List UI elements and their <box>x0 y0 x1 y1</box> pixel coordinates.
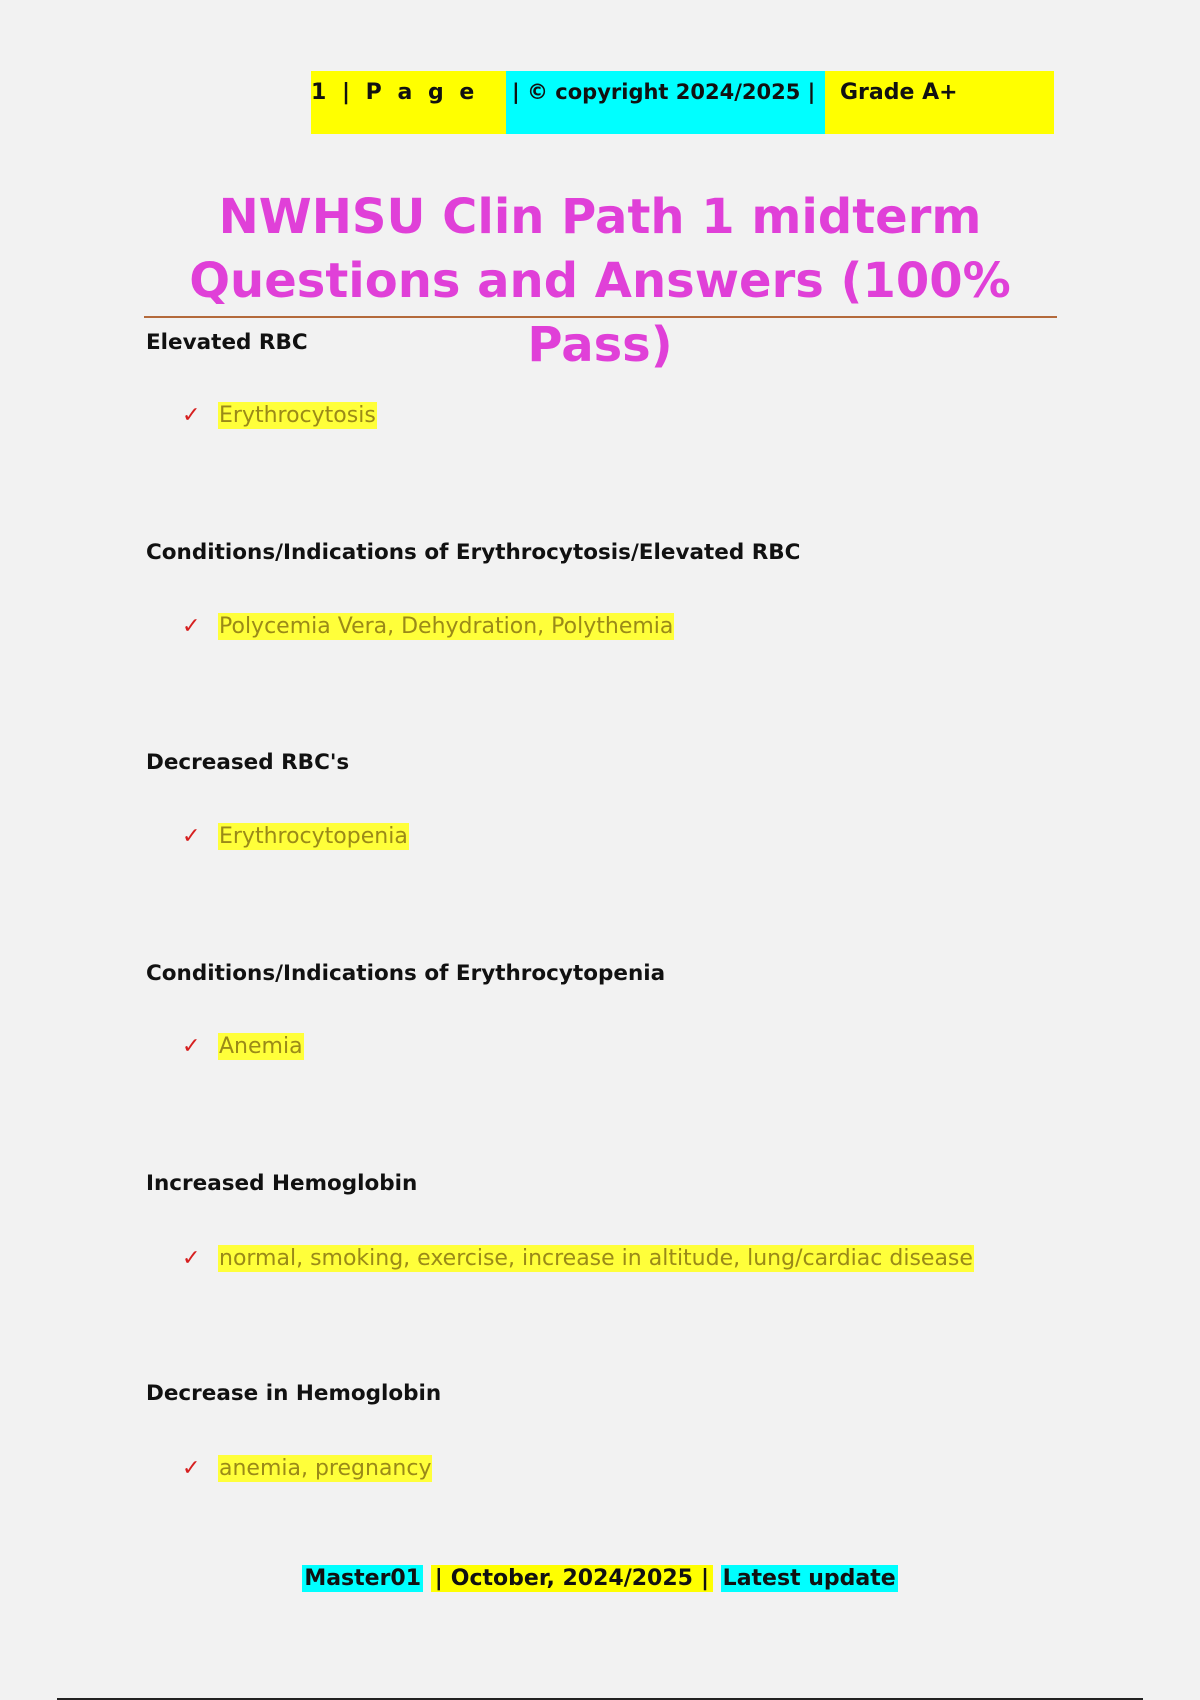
checkmark-icon: ✓ <box>182 614 201 639</box>
checkmark-icon: ✓ <box>182 824 201 849</box>
answer-item <box>182 1455 432 1482</box>
footer-date: October, 2024/2025 <box>447 1565 697 1592</box>
question-heading: Elevated RBC <box>146 330 308 355</box>
checkmark-icon: ✓ <box>182 1246 201 1271</box>
page-header-band <box>311 71 1054 134</box>
answer-text: Erythrocytosis <box>219 403 376 428</box>
title-divider <box>144 316 1057 318</box>
answer-item <box>182 1245 974 1272</box>
answer-text: Erythrocytopenia <box>219 824 408 849</box>
footer-separator: | <box>697 1565 713 1592</box>
copyright-label: | © copyright 2024/2025 | <box>506 71 825 134</box>
checkmark-icon: ✓ <box>182 1034 201 1059</box>
question-heading: Conditions/Indications of Erythrocytosis/Elevated RBC <box>146 540 801 565</box>
answer-text: Polycemia Vera, Dehydration, Polythemia <box>219 614 674 639</box>
footer-status: Latest update <box>722 1566 896 1591</box>
checkmark-icon: ✓ <box>182 1456 201 1481</box>
answer-item <box>182 613 674 640</box>
checkmark-icon: ✓ <box>182 403 201 428</box>
answer-item <box>182 1033 304 1060</box>
question-heading: Decreased RBC's <box>146 750 350 775</box>
question-heading: Conditions/Indications of Erythrocytopenia <box>146 961 666 986</box>
question-heading: Increased Hemoglobin <box>146 1171 418 1196</box>
question-heading: Decrease in Hemoglobin <box>146 1381 442 1406</box>
page-footer <box>0 1566 1200 1591</box>
answer-text: anemia, pregnancy <box>219 1456 432 1481</box>
grade-label: Grade A+ <box>825 71 1054 134</box>
answer-item <box>182 402 377 429</box>
page-number-label: 1 | P a g e <box>311 71 506 134</box>
footer-separator: | <box>431 1565 447 1592</box>
title-line-1: NWHSU Clin Path 1 midterm <box>218 189 982 245</box>
title-line-2: Questions and Answers (100% Pass) <box>189 253 1011 373</box>
answer-text: Anemia <box>219 1034 303 1059</box>
footer-author: Master01 <box>304 1566 422 1591</box>
answer-item <box>182 823 409 850</box>
answer-text: normal, smoking, exercise, increase in altitude, lung/cardiac disease <box>219 1246 973 1271</box>
